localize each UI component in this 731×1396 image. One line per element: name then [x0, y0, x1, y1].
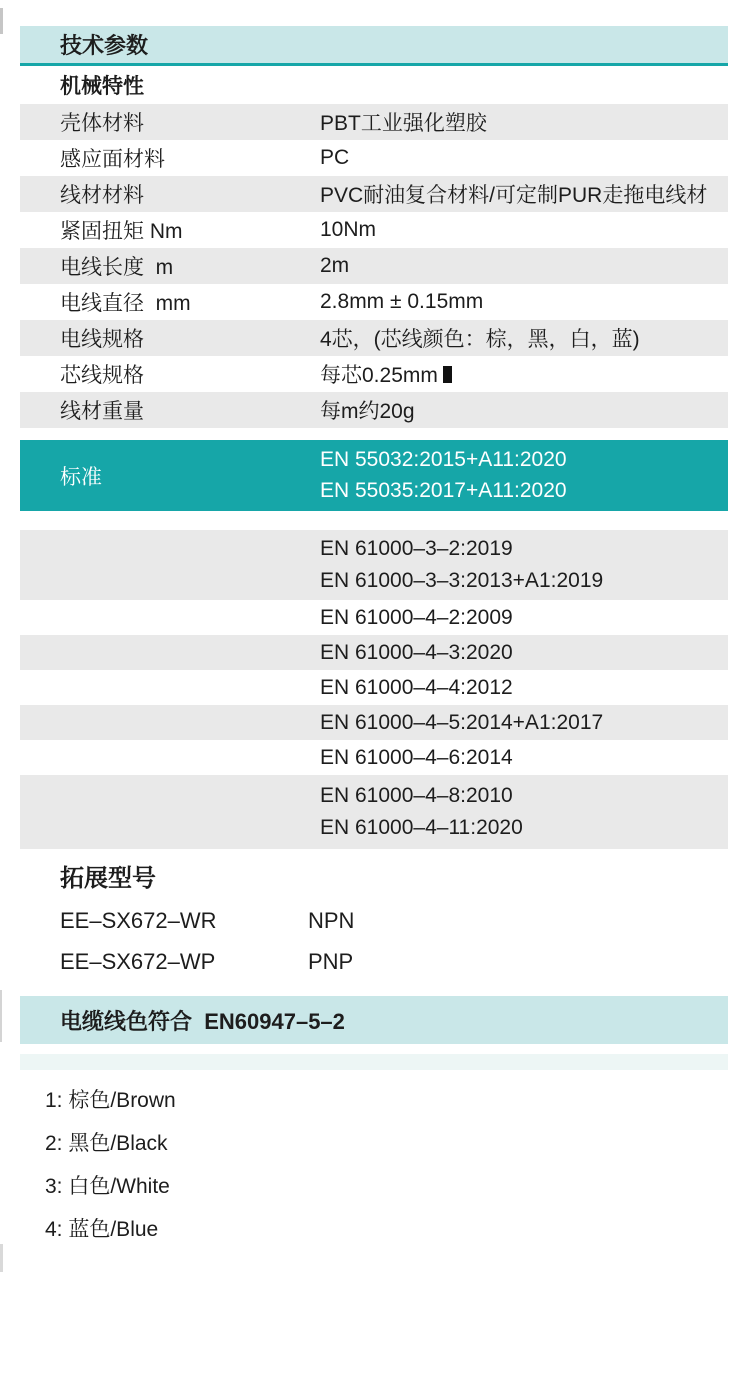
standards-block — [20, 670, 728, 705]
standard-line: EN 61000–4–5:2014+A1:2017 — [320, 710, 604, 734]
standards-block — [20, 600, 728, 635]
mechanical-heading: 机械特性 — [60, 75, 144, 98]
model-row — [20, 906, 728, 936]
standards-header-block — [20, 440, 728, 511]
standard-line: EN 61000–4–6:2014 — [320, 745, 513, 769]
standard-line: EN 55035:2017+A11:2020 — [320, 479, 567, 503]
page-title: 技术参数 — [60, 33, 149, 58]
row-label: 电线规格 — [60, 328, 144, 351]
wire-color-item: 1: 棕色/Brown — [45, 1089, 176, 1112]
row-label: 线材重量 — [60, 400, 144, 423]
section-header-technical-parameters — [20, 26, 728, 66]
row-label: 芯线规格 — [60, 364, 144, 387]
row-value: 4芯，(芯线颜色：棕，黑，白，蓝) — [320, 328, 640, 351]
wire-color-list — [20, 1084, 728, 1243]
table-row — [20, 284, 728, 320]
solid-square-glyph — [443, 366, 452, 383]
section-gap — [20, 428, 728, 440]
row-value: 2m — [320, 254, 350, 277]
standards-block — [20, 775, 728, 849]
row-label: 线材材料 — [60, 184, 144, 207]
standard-line: EN 61000–4–11:2020 — [320, 816, 523, 840]
row-label: 感应面材料 — [60, 148, 165, 171]
cable-color-header — [20, 996, 728, 1044]
cable-color-title: 电缆线色符合 EN60947–5–2 — [60, 1008, 345, 1034]
row-value: PBT工业强化塑胶 — [320, 112, 487, 135]
standards-block — [20, 705, 728, 740]
model-output-type: PNP — [308, 949, 354, 974]
models-heading: 拓展型号 — [60, 864, 156, 892]
standard-line: EN 61000–4–2:2009 — [320, 605, 513, 629]
spec-sheet — [20, 26, 728, 1243]
row-value: PC — [320, 146, 350, 169]
row-value: PVC耐油复合材料/可定制PUR走拖电线材 — [320, 184, 708, 207]
row-label: 紧固扭矩 Nm — [60, 220, 183, 243]
wire-color-item: 4: 蓝色/Blue — [45, 1218, 159, 1241]
faint-separator-strip — [20, 1054, 728, 1070]
row-label: 壳体材料 — [60, 112, 144, 135]
model-name: EE–SX672–WR — [60, 908, 217, 933]
edge-artifact — [0, 8, 3, 34]
standard-line: EN 61000–4–8:2010 — [320, 783, 513, 807]
section-gap — [20, 511, 728, 530]
standard-line: EN 61000–3–2:2019 — [320, 537, 513, 561]
table-row — [20, 104, 728, 140]
edge-artifact — [0, 1244, 3, 1272]
standard-line: EN 55032:2015+A11:2020 — [320, 447, 567, 471]
row-value: 10Nm — [320, 218, 377, 241]
row-value: 每m约20g — [320, 400, 415, 423]
table-row — [20, 356, 728, 392]
row-label: 电线长度 m — [60, 256, 174, 279]
top-margin — [0, 0, 731, 26]
standards-label: 标准 — [60, 465, 102, 489]
edge-artifact — [0, 990, 2, 1042]
wire-color-item: 2: 黑色/Black — [45, 1132, 168, 1155]
model-name: EE–SX672–WP — [60, 949, 216, 974]
standard-line: EN 61000–3–3:2013+A1:2019 — [320, 568, 604, 592]
table-row — [20, 176, 728, 212]
row-value — [320, 359, 728, 389]
standard-line: EN 61000–4–3:2020 — [320, 640, 513, 664]
table-row — [20, 320, 728, 356]
wire-color-item: 3: 白色/White — [45, 1175, 170, 1198]
table-row — [20, 212, 728, 248]
table-row — [20, 140, 728, 176]
standards-block — [20, 635, 728, 670]
standards-primary-lines — [320, 440, 567, 511]
row-value: 2.8mm ± 0.15mm — [320, 290, 484, 313]
standards-block — [20, 740, 728, 775]
row-label: 电线直径 mm — [60, 292, 191, 315]
model-output-type: NPN — [308, 908, 355, 933]
table-row — [20, 248, 728, 284]
table-row — [20, 392, 728, 428]
standard-line: EN 61000–4–4:2012 — [320, 675, 513, 699]
standards-block — [20, 530, 728, 600]
model-row — [20, 947, 728, 977]
row-value-text: 每芯0.25mm — [320, 364, 438, 387]
